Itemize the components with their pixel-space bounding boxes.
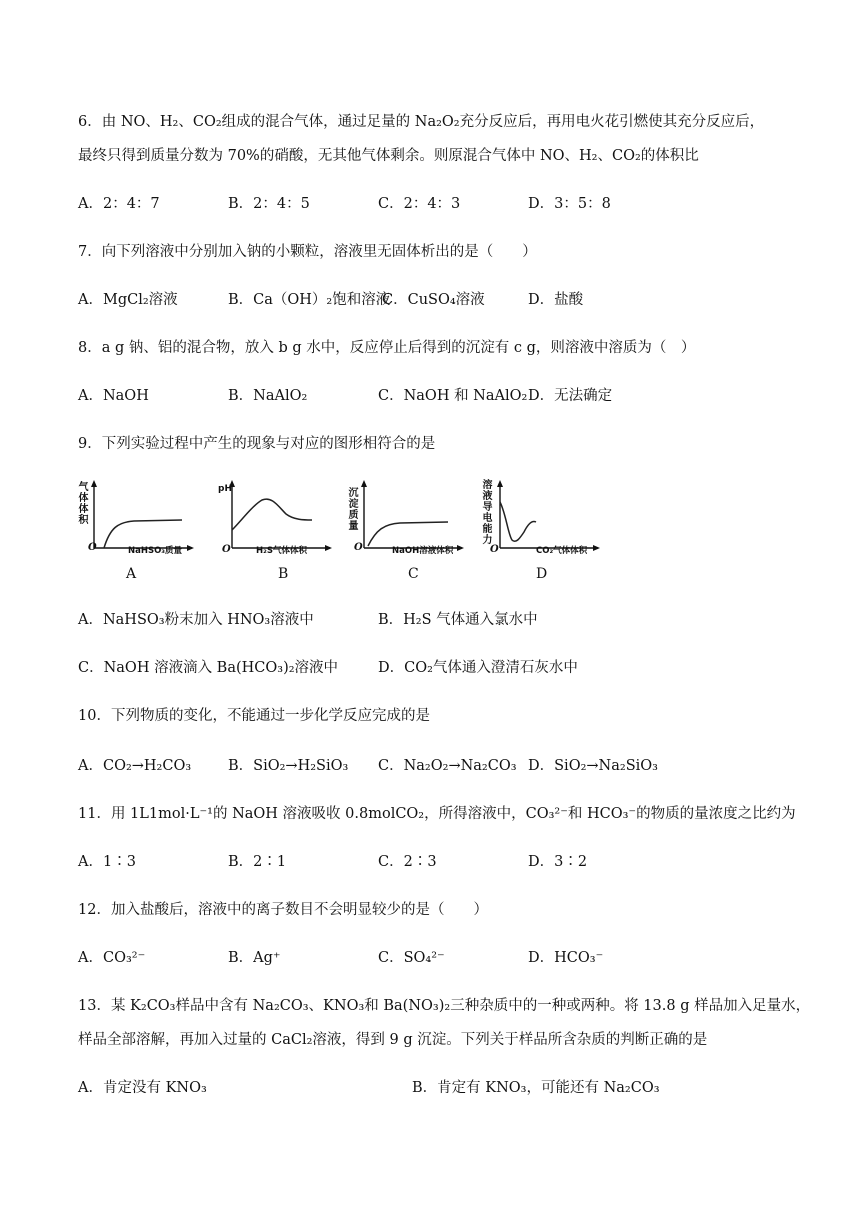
q10-stem: 10．下列物质的变化，不能通过一步化学反应完成的是 — [78, 708, 430, 724]
q11-option-d[interactable]: D．3∶2 — [528, 854, 588, 870]
q10-option-b[interactable]: B．SiO₂→H₂SiO₃ — [228, 758, 349, 774]
figure-b-xlabel: H₂S气体体积 — [256, 546, 307, 556]
q12-option-c[interactable]: C．SO₄²⁻ — [378, 950, 445, 966]
q11-option-c[interactable]: C．2∶3 — [378, 854, 437, 870]
q6-option-d[interactable]: D．3：5：8 — [528, 196, 611, 212]
figure-c-letter: C — [408, 566, 419, 582]
q12-option-d[interactable]: D．HCO₃⁻ — [528, 950, 604, 966]
figure-b — [212, 478, 332, 588]
figure-c-xlabel: NaOH溶液体积 — [392, 546, 454, 556]
q6-stem-line1: 6．由 NO、H₂、CO₂组成的混合气体，通过足量的 Na₂O₂充分反应后，再用电火花引燃使其充分反应后， — [78, 114, 765, 130]
figure-c — [344, 478, 464, 588]
q11-stem: 11．用 1L1mol·L⁻¹的 NaOH 溶液吸收 0.8molCO₂，所得溶液中，CO₃²⁻和 HCO₃⁻的物质的量浓度之比约为 — [78, 806, 796, 822]
q9-option-c[interactable]: C．NaOH 溶液滴入 Ba(HCO₃)₂溶液中 — [78, 660, 339, 676]
q8-option-c[interactable]: C．NaOH 和 NaAlO₂ — [378, 388, 528, 404]
q8-option-b[interactable]: B．NaAlO₂ — [228, 388, 308, 404]
figure-c-origin: O — [354, 542, 363, 553]
q9-figures — [74, 478, 614, 588]
figure-d — [480, 478, 600, 588]
q12-stem: 12．加入盐酸后，溶液中的离子数目不会明显较少的是（ ） — [78, 902, 488, 918]
figure-b-letter: B — [278, 566, 289, 582]
figure-a-origin: O — [88, 542, 97, 553]
q6-option-c[interactable]: C．2：4：3 — [378, 196, 461, 212]
q6-option-a[interactable]: A．2：4：7 — [78, 196, 160, 212]
q7-option-a[interactable]: A．MgCl₂溶液 — [78, 292, 178, 308]
q13-option-b[interactable]: B．肯定有 KNO₃，可能还有 Na₂CO₃ — [412, 1080, 660, 1096]
figure-a-letter: A — [126, 566, 137, 582]
q12-option-a[interactable]: A．CO₃²⁻ — [78, 950, 146, 966]
q8-option-a[interactable]: A．NaOH — [78, 388, 149, 404]
figure-b-origin: O — [222, 544, 231, 555]
q11-option-a[interactable]: A．1∶3 — [78, 854, 136, 870]
q7-option-d[interactable]: D．盐酸 — [528, 292, 584, 308]
q9-stem: 9．下列实验过程中产生的现象与对应的图形相符合的是 — [78, 436, 436, 452]
q12-option-b[interactable]: B．Ag⁺ — [228, 950, 281, 966]
figure-a-xlabel: NaHSO₃质量 — [128, 546, 183, 556]
figure-a-ylabel: 气体体积 — [78, 482, 89, 526]
q13-stem-line2: 样品全部溶解，再加入过量的 CaCl₂溶液，得到 9 g 沉淀。下列关于样品所含杂质的判断正确的是 — [78, 1032, 708, 1048]
q7-option-b[interactable]: B．Ca（OH）₂饱和溶液 — [228, 292, 391, 308]
q8-option-d[interactable]: D．无法确定 — [528, 388, 613, 404]
q8-stem: 8．a g 钠、铝的混合物，放入 b g 水中，反应停止后得到的沉淀有 c g，则溶液中溶质为（ ） — [78, 340, 696, 356]
q10-option-d[interactable]: D．SiO₂→Na₂SiO₃ — [528, 758, 658, 774]
figure-b-ylabel: pH — [218, 484, 232, 494]
q10-option-a[interactable]: A．CO₂→H₂CO₃ — [78, 758, 192, 774]
figure-d-xlabel: CO₂气体体积 — [536, 546, 588, 556]
figure-d-letter: D — [536, 566, 548, 582]
figure-d-origin: O — [490, 544, 499, 555]
q9-option-a[interactable]: A．NaHSO₃粉末加入 HNO₃溶液中 — [78, 612, 314, 628]
q7-stem: 7．向下列溶液中分别加入钠的小颗粒，溶液里无固体析出的是（ ） — [78, 244, 537, 260]
q6-option-b[interactable]: B．2：4：5 — [228, 196, 310, 212]
q9-option-d[interactable]: D．CO₂气体通入澄清石灰水中 — [378, 660, 578, 676]
q13-option-a[interactable]: A．肯定没有 KNO₃ — [78, 1080, 207, 1096]
q10-option-c[interactable]: C．Na₂O₂→Na₂CO₃ — [378, 758, 517, 774]
figure-d-ylabel: 溶液导电能力 — [482, 480, 493, 546]
q9-option-b[interactable]: B．H₂S 气体通入氯水中 — [378, 612, 538, 628]
q13-stem-line1: 13．某 K₂CO₃样品中含有 Na₂CO₃、KNO₃和 Ba(NO₃)₂三种杂质中的一种或两种。将 13.8 g 样品加入足量水， — [78, 998, 811, 1014]
q11-option-b[interactable]: B．2∶1 — [228, 854, 287, 870]
q7-option-c[interactable]: C．CuSO₄溶液 — [382, 292, 485, 308]
figure-a — [74, 478, 194, 588]
figure-c-graph — [344, 478, 464, 588]
q6-stem-line2: 最终只得到质量分数为 70%的硝酸，无其他气体剩余。则原混合气体中 NO、H₂、CO₂的体积比 — [78, 148, 699, 164]
figure-c-ylabel: 沉淀质量 — [348, 488, 359, 532]
